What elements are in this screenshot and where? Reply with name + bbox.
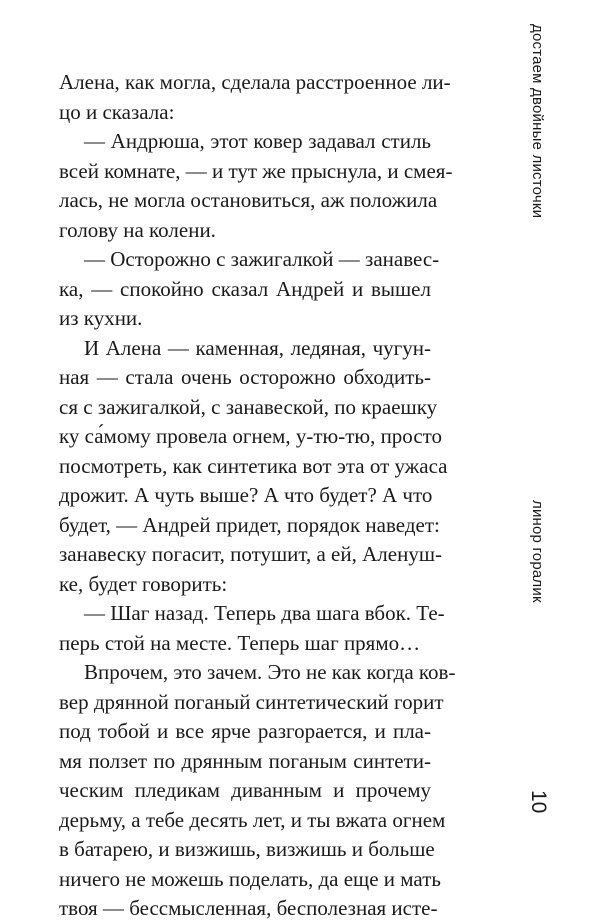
text-line: ничего не можешь поделать, да еще и мать <box>59 866 441 891</box>
text-line: — Андрюша, этот ковер задавал стиль <box>84 129 431 153</box>
text-line: мя ползет по дрянным поганым синтети- <box>59 748 431 773</box>
text-line: ка, — спокойно сказал Андрей и вышел <box>59 276 431 301</box>
running-header-title: достаем двойные листочки <box>529 24 546 219</box>
text-line: Алена, как могла, сделала расстроенное ли- <box>59 70 451 94</box>
text-line: дрожит. А чуть выше? А что будет? А что <box>59 483 433 507</box>
text-line: лась, не могла остановиться, аж положила <box>59 188 438 212</box>
text-line: будет, — Андрей придет, порядок наведет: <box>59 512 440 537</box>
running-header-author: линор горалик <box>529 500 546 603</box>
text-line: дерьму, а тебе десять лет, и ты вжата огнем <box>59 807 446 832</box>
text-line: всей комнате, — и тут же прыснула, и смея- <box>59 158 453 183</box>
text-line: из кухни. <box>59 306 143 330</box>
text-line: твоя — бессмысленная, бесполезная исте- <box>59 896 438 920</box>
text-line: вер дрянной поганый синтетический горит <box>59 689 444 714</box>
text-line: перь стой на месте. Теперь шаг прямо… <box>59 630 421 655</box>
text-line: ся с зажигалкой, с занавеской, по краешку <box>59 394 438 419</box>
text-line: ке, будет говорить: <box>59 571 228 596</box>
text-line: цо и сказала: <box>59 99 175 124</box>
text-line: занавеску погасит, потушит, а ей, Аленуш- <box>59 542 442 566</box>
text-line: ческим пледикам диванным и прочему <box>59 778 431 802</box>
text-line: — Шаг назад. Теперь два шага вбок. Те- <box>84 601 445 625</box>
text-line: ная — стала очень осторожно обходить- <box>59 365 431 389</box>
text-line: Впрочем, это зачем. Это не как когда ков- <box>84 660 456 684</box>
text-line: посмотреть, как синтетика вот эта от ужаса <box>59 453 448 478</box>
text-line: ку са́мому провела огнем, у-тю-тю, просто <box>59 424 443 448</box>
text-line: под тобой и все ярче разгорается, и пла- <box>59 719 431 743</box>
text-line: в батарею, и визжишь, визжишь и больше <box>59 837 435 861</box>
body-text <box>59 68 456 924</box>
text-line: — Осторожно с зажигалкой — занавес- <box>84 247 440 271</box>
text-line: И Алена — каменная, ледяная, чугун- <box>84 335 431 360</box>
text-line: голову на колени. <box>59 217 216 242</box>
page-number: 10 <box>527 790 550 814</box>
